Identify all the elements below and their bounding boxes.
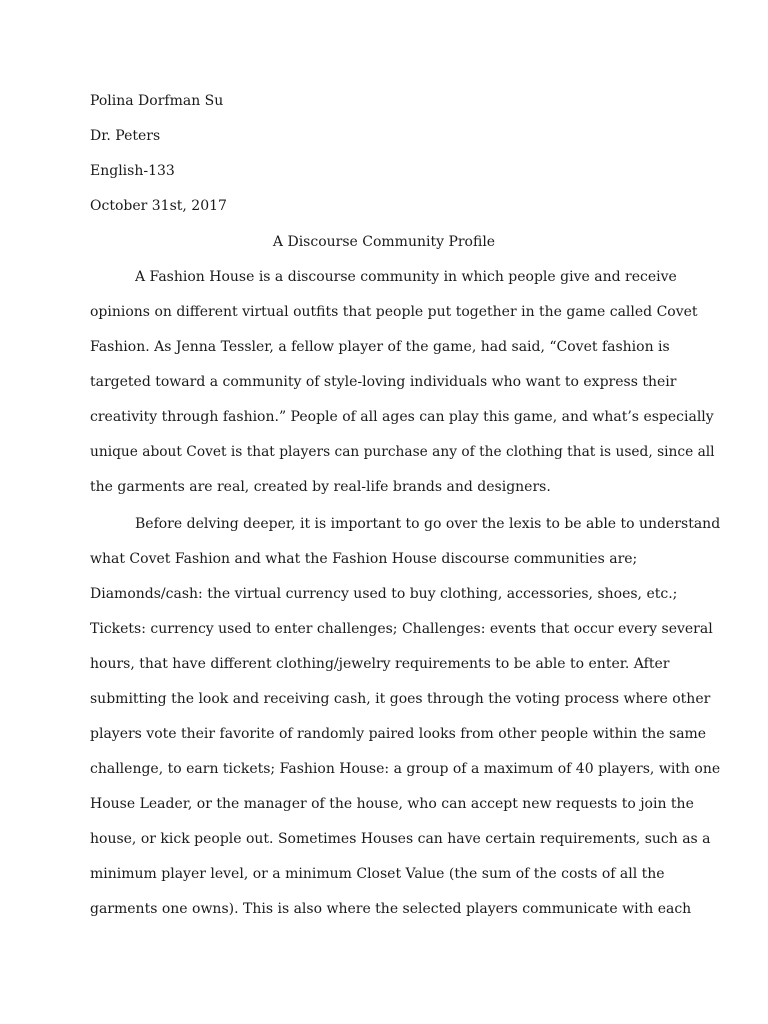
course-name: English-133 xyxy=(90,163,175,179)
paragraph-line: what Covet Fashion and what the Fashion House discourse communities are; xyxy=(90,551,638,567)
paragraph-line: House Leader, or the manager of the house, who can accept new requests to join the xyxy=(90,796,694,812)
paragraph-line: opinions on different virtual outfits that people put together in the game called Covet xyxy=(90,304,698,320)
author-name: Polina Dorfman Su xyxy=(90,93,224,109)
paragraph-line: players vote their favorite of randomly paired looks from other people within the same xyxy=(90,726,707,742)
paragraph-line: Before delving deeper, it is important to go over the lexis to be able to understand xyxy=(135,516,721,532)
paragraph-line: hours, that have different clothing/jewelry requirements to be able to enter. After xyxy=(90,656,670,672)
paragraph-line: A Fashion House is a discourse community in which people give and receive xyxy=(135,269,677,285)
document-title: A Discourse Community Profile xyxy=(272,234,496,250)
paragraph-line: submitting the look and receiving cash, it goes through the voting process where other xyxy=(90,691,711,707)
paragraph-line: unique about Covet is that players can purchase any of the clothing that is used, since all xyxy=(90,444,715,460)
paragraph-line: house, or kick people out. Sometimes Houses can have certain requirements, such as a xyxy=(90,831,711,847)
paragraph-line: Tickets: currency used to enter challenges; Challenges: events that occur every several xyxy=(90,621,713,637)
paragraph-line: creativity through fashion.” People of all ages can play this game, and what’s especially xyxy=(90,409,714,425)
paragraph-line: garments one owns). This is also where the selected players communicate with each xyxy=(90,901,692,917)
paragraph-line: Diamonds/cash: the virtual currency used to buy clothing, accessories, shoes, etc.; xyxy=(90,586,678,602)
paragraph-line: the garments are real, created by real-life brands and designers. xyxy=(90,479,551,495)
paragraph-line: targeted toward a community of style-loving individuals who want to express their xyxy=(90,374,677,390)
instructor-name: Dr. Peters xyxy=(90,128,161,144)
paragraph-line: minimum player level, or a minimum Closet Value (the sum of the costs of all the xyxy=(90,866,665,882)
paragraph-line: Fashion. As Jenna Tessler, a fellow player of the game, had said, “Covet fashion is xyxy=(90,339,670,355)
document-date: October 31st, 2017 xyxy=(90,198,227,214)
paragraph-line: challenge, to earn tickets; Fashion House: a group of a maximum of 40 players, with one xyxy=(90,761,721,777)
